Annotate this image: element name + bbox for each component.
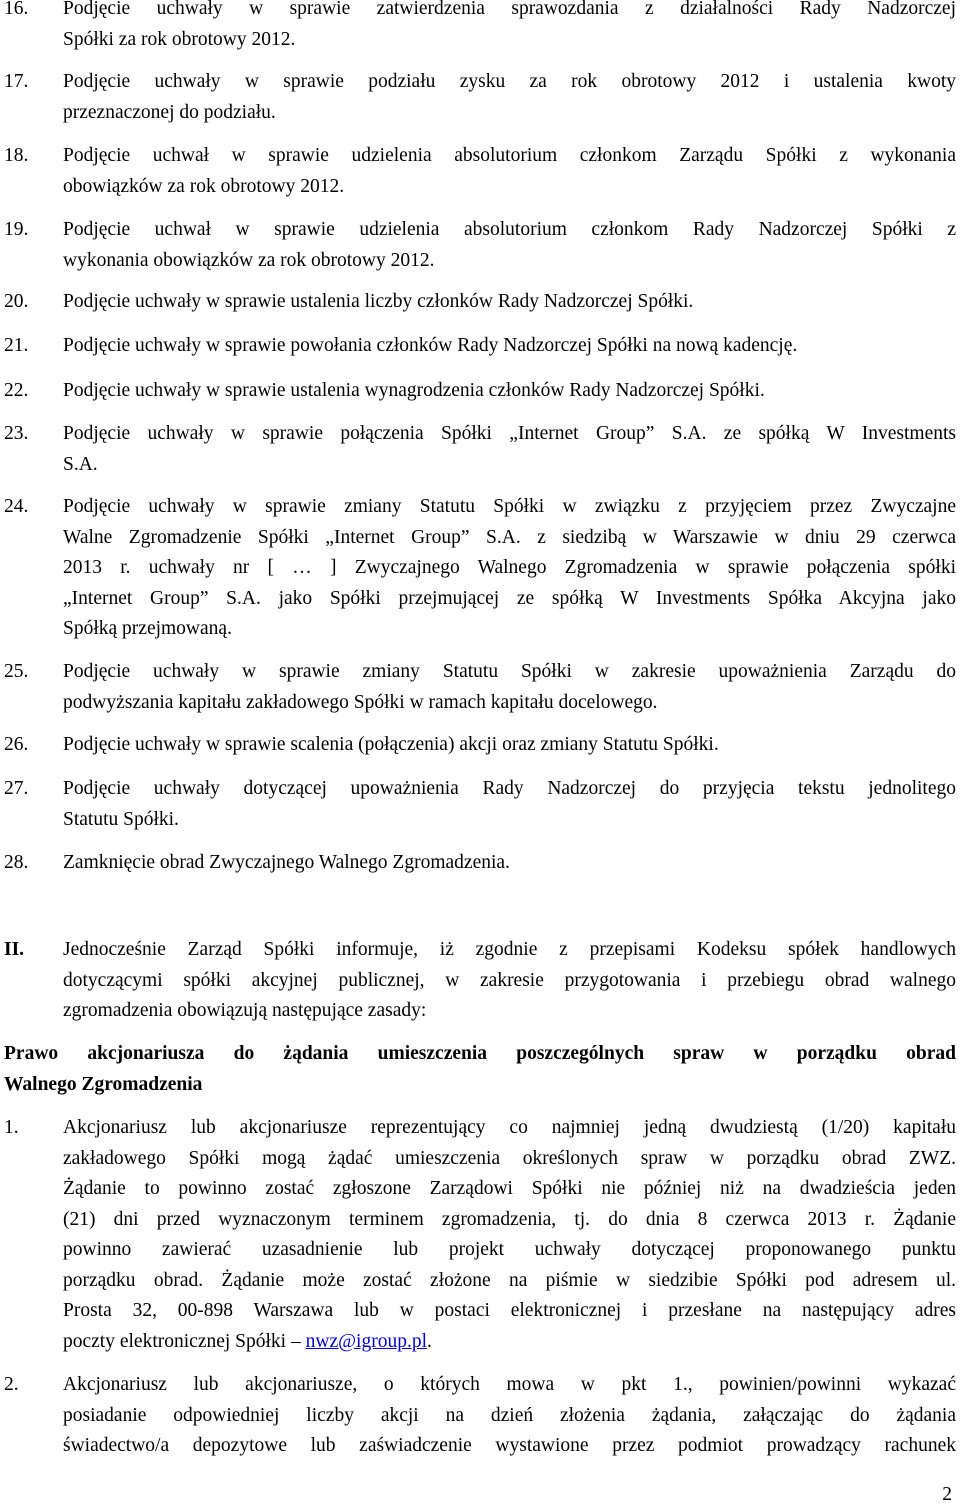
- heading-line: Prawo akcjonariusza do żądania umieszczenia poszczególnych spraw w porządku obrad: [4, 1043, 956, 1064]
- agenda-item-23: [0, 419, 956, 480]
- section-text: [63, 935, 956, 1027]
- point-text: [63, 1113, 956, 1357]
- text-line: Żądanie to powinno zostać zgłoszone Zarządowi Spółki nie później niż na dwadzieścia jeden: [63, 1178, 956, 1199]
- point-number: 2.: [4, 1374, 19, 1395]
- agenda-item-25: [0, 657, 956, 718]
- agenda-item-21: [0, 331, 956, 362]
- agenda-item-number: 25.: [4, 661, 29, 682]
- text-line: przeznaczonej do podziału.: [63, 101, 276, 123]
- text-line: podwyższania kapitału zakładowego Spółki w ramach kapitału docelowego.: [63, 691, 658, 713]
- text-line: Walne Zgromadzenie Spółki „Internet Group” S.A. z siedzibą w Warszawie w dniu 29 czerwca: [63, 526, 956, 548]
- text-line: wykonania obowiązków za rok obrotowy 2012.: [63, 249, 435, 271]
- text-line: obowiązków za rok obrotowy 2012.: [63, 175, 345, 197]
- text-line: Akcjonariusz lub akcjonariusze, o których mowa w pkt 1., powinien/powinni wykazać: [63, 1374, 956, 1395]
- agenda-item-number: 26.: [4, 734, 29, 755]
- agenda-item-text: [63, 215, 956, 276]
- text-line: Podjęcie uchwały w sprawie zmiany Statutu Spółki w zakresie upoważnienia Zarządu do: [63, 661, 956, 682]
- heading-line: Walnego Zgromadzenia: [4, 1073, 203, 1095]
- section-2: [0, 935, 956, 1027]
- agenda-item-text: [63, 730, 956, 761]
- agenda-item-number: 22.: [4, 380, 29, 401]
- text-line: Podjęcie uchwały w sprawie scalenia (połączenia) akcji oraz zmiany Statutu Spółki.: [63, 734, 719, 755]
- text-line: Podjęcie uchwały w sprawie ustalenia liczby członków Rady Nadzorczej Spółki.: [63, 291, 694, 312]
- agenda-item-24: [0, 492, 956, 645]
- agenda-item-text: [63, 141, 956, 202]
- rights-point-1: [0, 1113, 956, 1357]
- agenda-item-number: 23.: [4, 423, 29, 444]
- text-line: zakładowego Spółki mogą żądać umieszczenia określonych spraw w porządku obrad ZWZ.: [63, 1147, 956, 1169]
- text-line: Statutu Spółki.: [63, 808, 179, 830]
- rights-point-2: [0, 1370, 956, 1462]
- text-line: Podjęcie uchwały w sprawie ustalenia wynagrodzenia członków Rady Nadzorczej Spółki.: [63, 380, 765, 401]
- agenda-item-26: [0, 730, 956, 761]
- text-line: zgromadzenia obowiązują następujące zasady:: [63, 1000, 427, 1021]
- agenda-item-number: 19.: [4, 219, 29, 240]
- text-line: Podjęcie uchwały dotyczącej upoważnienia Rady Nadzorczej do przyjęcia tekstu jednolitego: [63, 778, 956, 799]
- text-line: powinno zawierać uzasadnienie lub projekt uchwały dotyczącej proponowanego punktu: [63, 1239, 956, 1260]
- text-line: Podjęcie uchwał w sprawie udzielenia absolutorium członkom Rady Nadzorczej Spółki z: [63, 219, 956, 240]
- text-line: Podjęcie uchwały w sprawie połączenia Spółki „Internet Group” S.A. ze spółką W Investments: [63, 423, 956, 444]
- agenda-item-text: [63, 376, 956, 407]
- text-line: Podjęcie uchwały w sprawie podziału zysku za rok obrotowy 2012 i ustalenia kwoty: [63, 71, 956, 92]
- text-line: Podjęcie uchwały w sprawie zatwierdzenia sprawozdania z działalności Rady Nadzorczej: [63, 0, 956, 19]
- text-line: Podjęcie uchwały w sprawie powołania członków Rady Nadzorczej Spółki na nową kadencję.: [63, 335, 798, 356]
- agenda-item-number: 20.: [4, 291, 29, 312]
- agenda-item-number: 21.: [4, 335, 29, 356]
- text-line: Prosta 32, 00-898 Warszawa lub w postaci elektronicznej i przesłane na następujący adres: [63, 1300, 956, 1321]
- text-line: Akcjonariusz lub akcjonariusze reprezentujący co najmniej jedną dwudziestą (1/20) kapitału: [63, 1117, 956, 1138]
- agenda-item-number: 17.: [4, 71, 29, 92]
- agenda-item-17: [0, 67, 956, 128]
- agenda-item-number: 24.: [4, 496, 29, 517]
- text-line: „Internet Group” S.A. jako Spółki przejmującej ze spółką W Investments Spółka Akcyjna jako: [63, 587, 956, 609]
- agenda-item-19: [0, 215, 956, 276]
- section-number: II.: [4, 939, 25, 960]
- text-line: Podjęcie uchwał w sprawie udzielenia absolutorium członkom Zarządu Spółki z wykonania: [63, 145, 956, 166]
- agenda-item-text: [63, 774, 956, 835]
- text-line: porządku obrad. Żądanie może zostać złożone na piśmie w siedzibie Spółki pod adresem ul.: [63, 1269, 956, 1291]
- text-line: świadectwo/a depozytowe lub zaświadczenie wystawione przez podmiot prowadzący rachunek: [63, 1435, 956, 1456]
- agenda-item-text: [63, 331, 956, 362]
- text-line: [63, 1327, 956, 1358]
- agenda-item-text: [63, 0, 956, 55]
- text-line: dotyczącymi spółki akcyjnej publicznej, w zakresie przygotowania i przebiegu obrad walnego: [63, 969, 956, 991]
- text-fragment: poczty elektronicznej Spółki –: [63, 1330, 306, 1352]
- text-line: Podjęcie uchwały w sprawie zmiany Statutu Spółki w związku z przyjęciem przez Zwyczajne: [63, 496, 956, 517]
- agenda-item-text: [63, 67, 956, 128]
- text-fragment: .: [427, 1330, 432, 1352]
- text-line: (21) dni przed wyznaczonym terminem zgromadzenia, tj. do dnia 8 czerwca 2013 r. Żądanie: [63, 1208, 956, 1230]
- text-line: S.A.: [63, 453, 98, 475]
- section-heading: [4, 1039, 956, 1100]
- agenda-item-text: [63, 848, 956, 879]
- text-line: Jednocześnie Zarząd Spółki informuje, iż zgodnie z przepisami Kodeksu spółek handlowych: [63, 939, 956, 960]
- text-line: posiadanie odpowiedniej liczby akcji na dzień złożenia żądania, załączając do żądania: [63, 1404, 956, 1426]
- agenda-item-text: [63, 419, 956, 480]
- agenda-item-number: 16.: [4, 0, 29, 19]
- agenda-item-22: [0, 376, 956, 407]
- agenda-item-number: 28.: [4, 852, 29, 873]
- agenda-item-27: [0, 774, 956, 835]
- agenda-item-16: [0, 0, 956, 55]
- email-link[interactable]: nwz@igroup.pl: [305, 1330, 428, 1352]
- text-line: Spółki za rok obrotowy 2012.: [63, 28, 296, 50]
- point-number: 1.: [4, 1117, 19, 1138]
- text-line: Spółką przejmowaną.: [63, 618, 232, 639]
- page-number: 2: [942, 1484, 952, 1505]
- text-line: Zamknięcie obrad Zwyczajnego Walnego Zgromadzenia.: [63, 852, 510, 873]
- agenda-item-20: [0, 287, 956, 318]
- agenda-item-text: [63, 657, 956, 718]
- agenda-item-28: [0, 848, 956, 879]
- agenda-item-text: [63, 287, 956, 318]
- point-text: [63, 1370, 956, 1462]
- agenda-item-number: 18.: [4, 145, 29, 166]
- agenda-item-18: [0, 141, 956, 202]
- text-line: 2013 r. uchwały nr [ … ] Zwyczajnego Walnego Zgromadzenia w sprawie połączenia spółki: [63, 557, 956, 578]
- agenda-item-text: [63, 492, 956, 645]
- agenda-item-number: 27.: [4, 778, 29, 799]
